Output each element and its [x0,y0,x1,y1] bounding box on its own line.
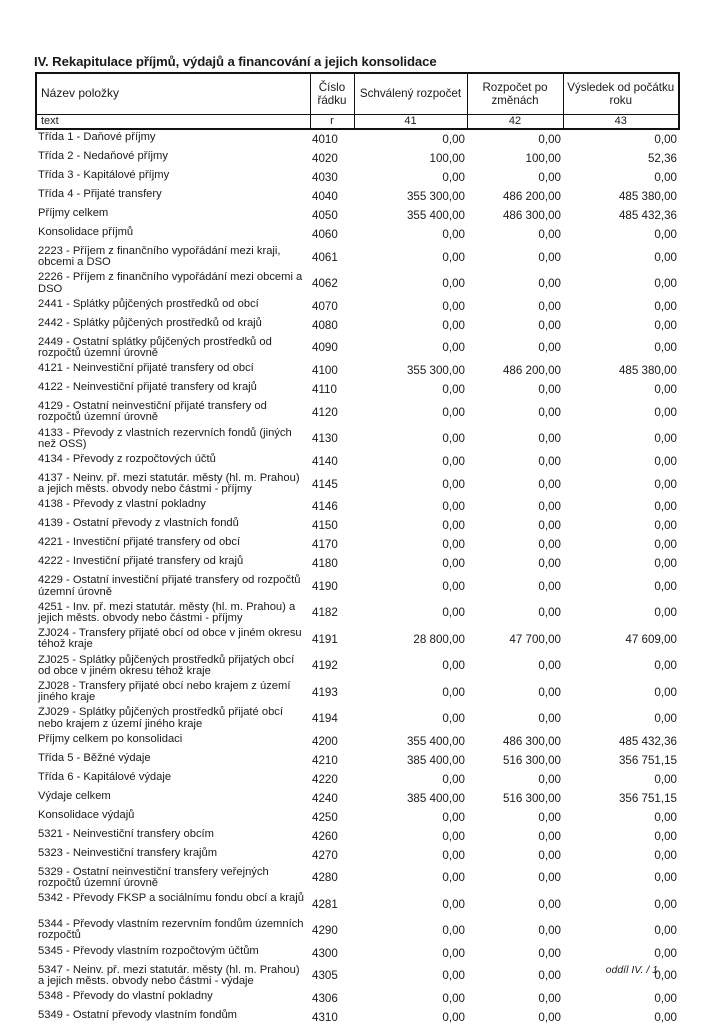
row-approved-budget: 0,00 [442,606,465,620]
table-row [36,770,679,789]
row-modified-budget: 516 300,00 [502,753,561,767]
row-result: 0,00 [654,1010,677,1024]
row-result: 0,00 [654,170,677,184]
row-line-number: 4110 [312,383,337,397]
table-row [36,554,679,573]
row-result: 356 751,15 [618,753,677,767]
row-approved-budget: 0,00 [442,685,465,699]
row-approved-budget: 0,00 [442,871,465,885]
row-modified-budget: 0,00 [538,810,561,824]
row-line-number: 4270 [312,848,338,862]
row-line-number: 4250 [312,810,338,824]
row-name: ZJ028 - Transfery přijaté obcí nebo krajem z území jiného kraje [38,680,291,704]
row-line-number: 4210 [312,753,338,767]
row-approved-budget: 0,00 [442,848,465,862]
row-approved-budget: 0,00 [442,712,465,726]
table-row [36,516,679,535]
row-line-number: 4040 [312,189,338,203]
row-name: Příjmy celkem [38,207,109,219]
row-line-number: 4192 [312,659,338,673]
row-approved-budget: 0,00 [442,538,465,552]
row-modified-budget: 0,00 [538,829,561,843]
row-line-number: 4290 [312,923,338,937]
row-approved-budget: 0,00 [442,659,465,673]
row-modified-budget: 0,00 [538,991,561,1005]
row-modified-budget: 0,00 [538,405,561,419]
row-approved-budget: 355 400,00 [406,208,465,222]
table-row [36,149,679,168]
row-line-number: 4120 [312,405,338,419]
table-row [36,600,679,626]
table-header [36,73,679,129]
row-line-number: 4070 [312,299,338,313]
subheader-result: 43 [563,115,679,130]
row-name: Výdaje celkem [38,789,111,802]
row-approved-budget: 0,00 [442,991,465,1005]
table-row [36,361,679,380]
row-approved-budget: 0,00 [442,277,465,290]
row-name: ZJ029 - Splátky půjčených prostředků přijaté obcí nebo krajem z území jiného kraje [38,706,284,730]
row-result: 0,00 [654,991,677,1005]
row-modified-budget: 0,00 [538,606,561,620]
row-modified-budget: 0,00 [538,538,561,552]
table-row [36,316,679,335]
row-line-number: 4260 [312,829,338,843]
row-name: 5329 - Ostatní neinvestiční transfery veřejných rozpočtů územní úrovně [38,865,269,890]
row-result: 0,00 [654,432,677,446]
row-modified-budget: 0,00 [538,299,561,313]
header-line: Číslo řádku [310,73,354,115]
row-line-number: 4310 [312,1010,338,1024]
row-line-number: 4182 [312,606,338,620]
table-row [36,573,679,599]
row-approved-budget: 385 400,00 [406,753,465,767]
row-modified-budget: 0,00 [538,685,561,699]
table-row [36,808,679,827]
row-approved-budget: 385 400,00 [406,791,465,805]
table-row [36,732,679,751]
row-name: Třída 4 - Přijaté transfery [38,188,162,200]
table-row [36,891,679,917]
row-modified-budget: 486 200,00 [502,189,561,203]
header-modified: Rozpočet po změnách [467,73,563,115]
row-line-number: 4050 [312,208,338,222]
page-footer: oddíl IV. / 1 [605,964,658,976]
row-name: 5349 - Ostatní převody vlastním fondům [38,1009,237,1022]
row-result: 485 432,36 [618,734,677,748]
row-modified-budget: 0,00 [538,170,561,184]
row-modified-budget: 0,00 [538,712,561,726]
row-modified-budget: 0,00 [538,341,561,355]
row-approved-budget: 355 400,00 [406,734,465,748]
table-row [36,297,679,316]
row-approved-budget: 0,00 [442,923,465,937]
row-result: 0,00 [654,383,677,397]
row-result: 0,00 [654,477,677,491]
row-modified-budget: 47 700,00 [509,632,561,646]
subheader-approved: 41 [354,115,467,130]
row-modified-budget: 0,00 [538,557,561,571]
row-name: Třída 1 - Daňové příjmy [38,131,156,143]
table-row [36,471,679,497]
row-name: 4133 - Převody z vlastních rezervních fondů (jiných než OSS) [38,426,292,450]
row-line-number: 4100 [312,364,338,378]
row-result: 0,00 [654,318,677,332]
row-approved-budget: 0,00 [442,772,465,786]
table-row [36,129,679,149]
row-modified-budget: 0,00 [538,923,561,937]
row-name: Třída 6 - Kapitálové výdaje [38,770,172,783]
table-row [36,865,679,891]
row-name: 4121 - Neinvestiční přijaté transfery od obcí [38,362,254,375]
row-result: 0,00 [654,557,677,571]
table-row [36,827,679,846]
row-approved-budget: 0,00 [442,477,465,491]
row-result: 0,00 [654,829,677,843]
row-line-number: 4060 [312,227,338,241]
table-row [36,168,679,187]
table-row [36,380,679,399]
table-row [36,1008,679,1027]
row-approved-budget: 28 800,00 [413,632,465,646]
row-line-number: 4193 [312,685,338,699]
row-approved-budget: 0,00 [442,1010,465,1024]
header-approved: Schválený rozpočet [354,73,467,115]
row-result: 0,00 [654,848,677,862]
row-result: 0,00 [654,299,677,313]
row-modified-budget: 0,00 [538,772,561,786]
table-row [36,989,679,1008]
row-approved-budget: 0,00 [442,969,465,983]
row-result: 0,00 [654,810,677,824]
row-line-number: 4180 [312,557,338,571]
table-row [36,426,679,452]
row-result: 0,00 [654,897,677,911]
row-modified-budget: 516 300,00 [502,791,561,805]
row-approved-budget: 0,00 [442,454,465,468]
row-modified-budget: 0,00 [538,500,561,514]
row-name: Konsolidace příjmů [38,226,134,238]
row-line-number: 4080 [312,318,338,332]
row-name: 2226 - Příjem z finančního vypořádání mezi obcemi a DSO [38,271,303,295]
row-name: 4122 - Neinvestiční přijaté transfery od krajů [38,381,257,394]
table-row [36,789,679,808]
row-approved-budget: 355 300,00 [406,364,465,378]
row-result: 0,00 [654,580,677,594]
row-result: 0,00 [654,685,677,699]
row-name: ZJ025 - Splátky půjčených prostředků přijatých obcí od obce v jiném okresu téhož kraje [38,653,295,677]
row-name: 5345 - Převody vlastním rozpočtovým účtům [38,944,259,957]
row-result: 0,00 [654,772,677,786]
row-line-number: 4281 [312,897,338,911]
row-modified-budget: 0,00 [538,277,561,290]
row-line-number: 4146 [312,500,338,514]
row-result: 52,36 [647,151,677,165]
row-modified-budget: 0,00 [538,132,561,146]
row-modified-budget: 0,00 [538,871,561,885]
row-result: 0,00 [654,500,677,514]
row-name: 4221 - Investiční přijaté transfery od obcí [38,536,241,549]
row-result: 0,00 [654,519,677,533]
table-row [36,917,679,943]
row-result: 0,00 [654,606,677,620]
recap-table [35,72,680,1027]
table-row [36,679,679,705]
row-modified-budget: 0,00 [538,519,561,533]
table-row [36,653,679,679]
table-row [36,497,679,516]
row-approved-budget: 0,00 [442,829,465,843]
header-result: Výsledek od počátku roku [563,73,679,115]
table-row [36,270,679,296]
row-line-number: 4145 [312,477,338,491]
row-name: Třída 3 - Kapitálové příjmy [38,169,170,181]
row-name: 5348 - Převody do vlastní pokladny [38,990,213,1003]
subheader-line: r [310,115,354,130]
row-modified-budget: 0,00 [538,383,561,397]
row-line-number: 4140 [312,454,338,468]
row-modified-budget: 0,00 [538,227,561,241]
row-name: 5321 - Neinvestiční transfery obcím [38,827,214,840]
subheader-modified: 42 [467,115,563,130]
row-line-number: 4061 [312,250,338,264]
row-line-number: 4150 [312,519,338,533]
row-name: 5342 - Převody FKSP a sociálnímu fondu obcí a krajů [38,892,304,905]
row-line-number: 4020 [312,151,338,165]
row-line-number: 4170 [312,538,338,552]
row-approved-budget: 0,00 [442,341,465,355]
row-line-number: 4130 [312,432,338,446]
row-approved-budget: 0,00 [442,383,465,397]
row-modified-budget: 0,00 [538,318,561,332]
row-approved-budget: 0,00 [442,897,465,911]
table-row [36,963,679,989]
row-name: 5347 - Neinv. př. mezi statutár. městy (hl. m. Prahou) a jejich městs. obvody nebo částmi - výdaje [38,963,300,987]
row-result: 0,00 [654,538,677,552]
row-line-number: 4062 [312,277,338,290]
row-modified-budget: 486 200,00 [502,364,561,378]
table-row [36,535,679,554]
table-body [36,129,679,1027]
row-name: 5323 - Neinvestiční transfery krajům [38,846,218,859]
row-modified-budget: 486 300,00 [502,208,561,222]
row-line-number: 4240 [312,791,338,805]
row-result: 485 380,00 [618,189,677,203]
row-line-number: 4194 [312,712,338,726]
row-approved-budget: 0,00 [442,946,465,960]
row-line-number: 4190 [312,580,338,594]
row-modified-budget: 486 300,00 [502,734,561,748]
row-modified-budget: 0,00 [538,969,561,983]
table-row [36,452,679,471]
row-result: 0,00 [654,250,677,264]
row-approved-budget: 100,00 [429,151,465,165]
row-result: 356 751,15 [618,791,677,805]
row-name: 2223 - Příjem z finančního vypořádání mezi kraji, obcemi a DSO [38,245,281,269]
page-title: IV. Rekapitulace příjmů, výdajů a financování a jejich konsolidace [34,54,437,69]
table-row [36,187,679,206]
row-name: 4251 - Inv. př. mezi statutár. městy (hl. m. Prahou) a jejich městs. obvody nebo částmi - příjmy [38,600,296,625]
table-row [36,335,679,361]
row-result: 0,00 [654,871,677,885]
row-result: 0,00 [654,946,677,960]
row-line-number: 4010 [312,132,338,146]
row-modified-budget: 100,00 [525,151,561,165]
table-row [36,944,679,963]
row-approved-budget: 0,00 [442,810,465,824]
row-line-number: 4220 [312,772,338,786]
row-name: Třída 2 - Nedaňové příjmy [38,150,168,162]
row-result: 0,00 [654,132,677,146]
row-modified-budget: 0,00 [538,848,561,862]
row-modified-budget: 0,00 [538,946,561,960]
row-line-number: 4191 [312,632,338,646]
row-approved-budget: 0,00 [442,132,465,146]
row-approved-budget: 0,00 [442,227,465,241]
row-result: 47 609,00 [625,632,677,646]
row-modified-budget: 0,00 [538,1010,561,1024]
row-result: 485 380,00 [618,364,677,378]
table-row [36,626,679,652]
row-modified-budget: 0,00 [538,250,561,264]
row-name: 2441 - Splátky půjčených prostředků od obcí [38,297,259,310]
row-name: 2442 - Splátky půjčených prostředků od krajů [38,316,262,329]
row-approved-budget: 0,00 [442,405,465,419]
row-approved-budget: 0,00 [442,170,465,184]
row-name: Příjmy celkem po konsolidaci [38,732,183,745]
row-modified-budget: 0,00 [538,454,561,468]
row-name: 4139 - Ostatní převody z vlastních fondů [38,517,239,530]
row-line-number: 4200 [312,734,338,748]
row-result: 0,00 [654,969,677,983]
row-line-number: 4306 [312,991,338,1005]
row-line-number: 4300 [312,946,338,960]
row-modified-budget: 0,00 [538,477,561,491]
row-name: 2449 - Ostatní splátky půjčených prostředků od rozpočtů územní úrovně [38,335,272,360]
table-row [36,705,679,731]
row-modified-budget: 0,00 [538,659,561,673]
row-name: 4222 - Investiční přijaté transfery od krajů [38,555,244,568]
table-row [36,846,679,865]
row-result: 0,00 [654,227,677,241]
row-name: 4138 - Převody z vlastní pokladny [38,498,206,511]
row-approved-budget: 0,00 [442,250,465,264]
row-result: 0,00 [654,277,677,290]
row-line-number: 4030 [312,170,338,184]
row-line-number: 4090 [312,341,338,355]
row-line-number: 4280 [312,871,338,885]
row-name: 4129 - Ostatní neinvestiční přijaté transfery od rozpočtů územní úrovně [38,400,267,424]
row-approved-budget: 0,00 [442,557,465,571]
row-result: 0,00 [654,405,677,419]
row-modified-budget: 0,00 [538,580,561,594]
row-approved-budget: 0,00 [442,500,465,514]
row-approved-budget: 0,00 [442,580,465,594]
row-approved-budget: 0,00 [442,318,465,332]
table-row [36,206,679,225]
row-approved-budget: 0,00 [442,299,465,313]
header-name: Název položky [36,73,310,115]
row-modified-budget: 0,00 [538,432,561,446]
row-approved-budget: 0,00 [442,432,465,446]
row-approved-budget: 355 300,00 [406,189,465,203]
row-line-number: 4305 [312,969,338,983]
row-result: 0,00 [654,341,677,355]
row-approved-budget: 0,00 [442,519,465,533]
row-result: 0,00 [654,923,677,937]
table-row [36,244,679,270]
table-row [36,751,679,770]
row-name: 4137 - Neinv. př. mezi statutár. městy (hl. m. Prahou) a jejich městs. obvody nebo částmi - příjmy [38,472,300,496]
subheader-name: text [36,115,310,130]
row-result: 0,00 [654,712,677,726]
row-name: Konsolidace výdajů [38,808,135,821]
row-modified-budget: 0,00 [538,897,561,911]
row-name: 5344 - Převody vlastním rezervním fondům územních rozpočtů [38,918,304,942]
table-row [36,399,679,425]
row-name: 4134 - Převody z rozpočtových účtů [38,453,216,466]
table-row [36,225,679,244]
row-name: ZJ024 - Transfery přijaté obcí od obce v jiném okresu téhož kraje [38,627,302,651]
row-result: 0,00 [654,659,677,673]
row-name: 4229 - Ostatní investiční přijaté transfery od rozpočtů územní úrovně [38,574,301,598]
row-result: 0,00 [654,454,677,468]
row-result: 485 432,36 [618,208,677,222]
row-name: Třída 5 - Běžné výdaje [38,751,151,764]
